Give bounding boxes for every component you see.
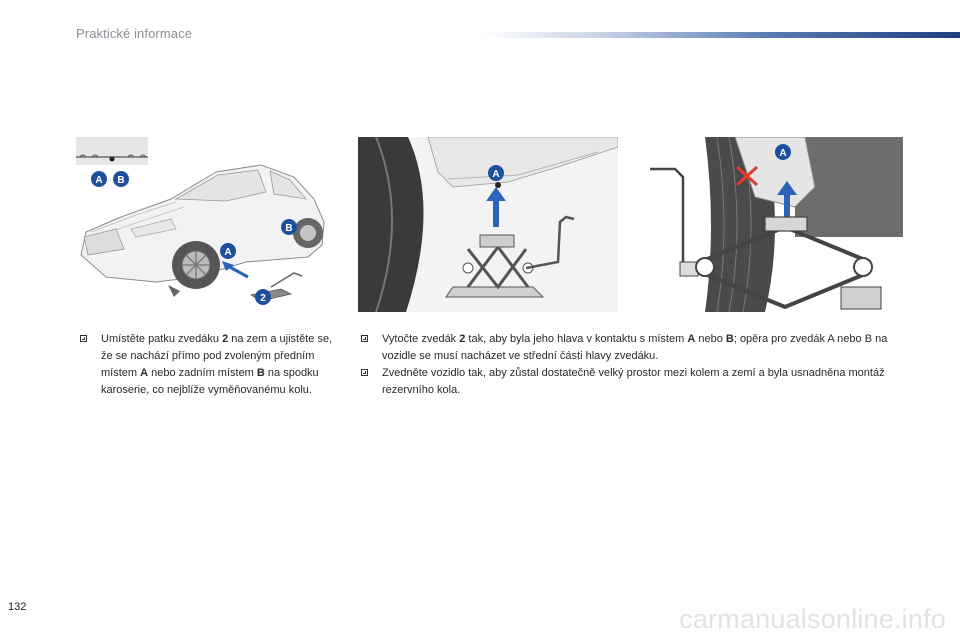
svg-text:A: A [95,175,103,186]
svg-text:A: A [224,247,232,258]
svg-text:A: A [492,169,500,180]
svg-text:B: B [117,175,125,186]
page-number: 132 [8,601,27,613]
figure-jack-under-sill [358,137,618,312]
badge-a-car [220,243,236,259]
jack-head-illustration [645,137,903,312]
instructions-left [80,331,342,399]
svg-text:A: A [779,148,787,159]
badge-jack-2 [255,289,271,305]
badge-a-inset [91,171,107,187]
figure-jack-head-closeup [645,137,903,312]
svg-text:B: B [285,223,293,234]
badge-b-inset [113,171,129,187]
checkbox-bullet-icon [80,335,87,342]
step-raise-vehicle: Zvedněte vozidlo tak, aby zůstal dostatečně velký prostor mezi kolem a zemí a byla usnadněna montáž rezervního kola. [361,365,909,399]
instructions-right [361,331,909,399]
jack-sill-illustration [358,137,618,312]
watermark: carmanualsonline.info [679,604,946,634]
section-title: Praktické informace [76,26,193,41]
badge-a [775,144,791,160]
svg-text:2: 2 [260,293,266,304]
badge-a [488,165,504,181]
figure-car-jack-points [76,137,331,312]
badge-b-car [281,219,297,235]
checkbox-bullet-icon [361,369,368,376]
step-wind-jack: Vytočte zvedák 2 tak, aby byla jeho hlava v kontaktu s místem A nebo B; opěra pro zvedák A nebo B na vozidle se musí nacházet ve střední části hlavy zvedáku. [361,331,909,365]
car-illustration [76,137,331,312]
checkbox-bullet-icon [361,335,368,342]
step-place-jack: Umístěte patku zvedáku 2 na zem a ujistěte se, že se nachází přímo pod zvoleným předním místem A nebo zadním místem B na spodku karoserie, co nejblíže vyměňovanému kolu. [80,331,342,399]
header-bar [480,32,960,38]
